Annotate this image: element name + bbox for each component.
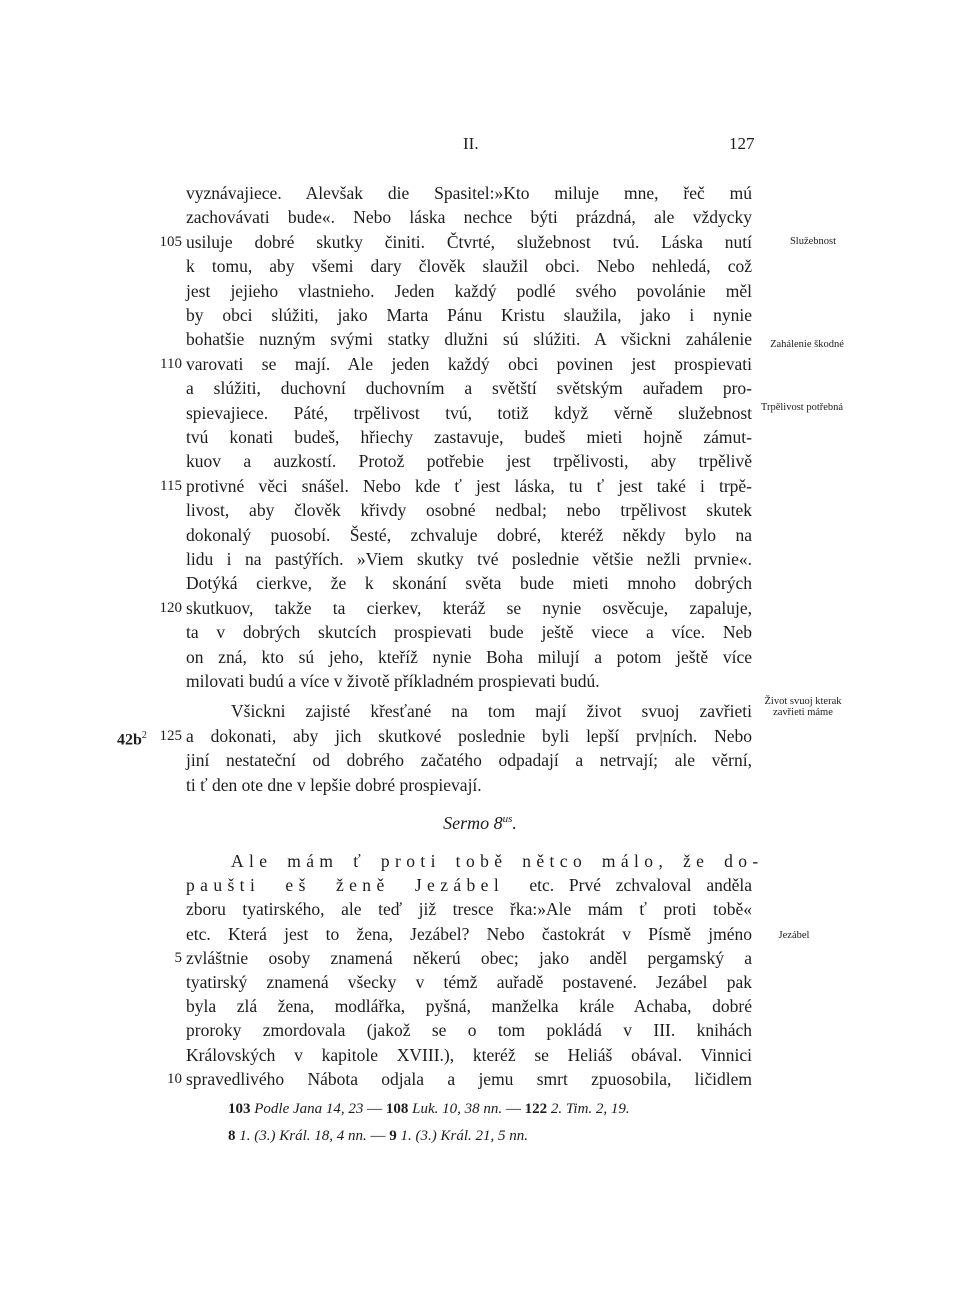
page-number: 127 (729, 134, 755, 153)
text-line: ti ť den ote dne v lepšie dobré prospievají. (186, 774, 482, 795)
line-number: 115 (160, 477, 182, 494)
section-heading-title: Sermo 8 (443, 813, 503, 833)
text-line: Dotýká cierkve, že k skonání světa bude mieti mnoho dobrých (186, 573, 752, 594)
text-line: dokonalý puosobí. Šesté, zchvaluje dobré, kteréž někdy bylo na (186, 524, 752, 545)
text-line: spravedlivého Nábota odjala a jemu smrt zpuosobila, ličidlem (186, 1068, 752, 1089)
footnote-citation: 1. (3.) Král. 21, 5 nn. (396, 1128, 528, 1144)
footnote-citation: 1. (3.) Král. 18, 4 nn. (235, 1128, 371, 1144)
footnote-separator: — (505, 1101, 525, 1117)
section-heading-dot: . (512, 813, 517, 833)
text-line: proroky zmordovala (jakož se o tom pokládá v III. knihách (186, 1020, 752, 1041)
text-line: zachovávati bude«. Nebo láska nechce býti prázdná, ale vždycky (186, 207, 752, 228)
spaced-text: paušti eš ženě Jezábel (186, 875, 530, 896)
text-line: etc. Která jest to žena, Jezábel? Nebo častokrát v Písmě jméno (186, 923, 752, 944)
text-line: k tomu, aby všemi dary člověk slaužil obci. Nebo nehledá, což (186, 256, 752, 277)
line-number: 110 (160, 355, 182, 372)
footnote-line (228, 1097, 788, 1121)
text-line: byla zlá žena, modlářka, pyšná, manželka krále Achaba, dobré (186, 996, 752, 1017)
text-line: zboru tyatirského, ale teď již tresce řka:»Ale mám ť proti tobě« (186, 899, 752, 920)
margin-note: Trpělivost potřebná (760, 402, 844, 413)
margin-note: Jezábel (778, 930, 810, 941)
line-number: 120 (159, 599, 182, 616)
margin-note: Zahálenie škodné (770, 339, 844, 350)
margin-note: Služebnost (789, 236, 837, 247)
line-number: 125 (159, 727, 182, 744)
text-line: kuov a auzkostí. Protož potřebie jest trpělivosti, aby trpělivě (186, 451, 752, 472)
margin-note: Život svuoj kterak zavřieti máme (764, 696, 842, 718)
footnote-ref: 122 (524, 1101, 548, 1117)
text-line: by obci slúžiti, jako Marta Pánu Kristu slaužila, jako i nynie (186, 305, 752, 325)
text-line: jest jejieho vlastnieho. Jeden každý podlé svého povolánie měl (186, 280, 752, 301)
footnote-ref: 9 (389, 1128, 397, 1144)
text-line: milovati budú a více v životě příkladném prospievati budú. (186, 671, 600, 691)
text-line: Královských v kapitole XVIII.), kteréž se Heliáš obával. Vinnici (186, 1044, 752, 1065)
text-rest: etc. Prvé zchvaloval anděla (529, 875, 753, 896)
footnote-line (228, 1124, 788, 1148)
text-line: spievajiece. Páté, trpělivost tvú, totiž když věrně služebnost (186, 402, 752, 423)
running-header-chapter: II. (463, 134, 479, 153)
footnote-citation: Podle Jana 14, 23 (250, 1101, 368, 1117)
text-line: skutkuov, takže ta cierkev, kteráž se nynie osvěcuje, zapaluje, (186, 597, 752, 618)
text-line: usiluje dobré skutky činiti. Čtvrté, služebnost tvú. Láska nutí (186, 231, 752, 252)
text-line: livost, aby člověk křivdy osobné nedbal; nebo trpělivost skutek (186, 500, 752, 521)
footnote-ref: 103 (228, 1101, 251, 1117)
line-number: 5 (174, 949, 182, 966)
text-line: on zná, kto sú jeho, kteříž nynie Boha milují a potom ještě více (186, 646, 752, 667)
footnote-ref: 108 (385, 1101, 409, 1117)
footnote-separator: — (370, 1128, 390, 1144)
folio-mark-sup: 2 (141, 729, 147, 741)
text-line: a slúžiti, duchovní duchovním a světští světským auřadem pro- (186, 378, 752, 399)
text-line: Všickni zajisté křesťané na tom mají život svuoj zavřieti (231, 701, 752, 722)
text-line: bohatšie nuzným svými statky dlužni sú slúžiti. A všickni zahálenie (186, 329, 752, 350)
footnote-citation: 2. Tim. 2, 19. (547, 1101, 630, 1117)
footnote-ref: 8 (228, 1128, 236, 1144)
section-heading (0, 813, 960, 834)
footnote-citation: Luk. 10, 38 nn. (408, 1101, 506, 1117)
text-line: lidu i na pastýřích. »Viem skutky tvé poslednie většie nežli prvnie«. (186, 549, 752, 569)
text-line: jiní nestateční od dobrého začatého odpadají a netrvají; ale věrní, (186, 750, 752, 771)
text-line: tyatirský znamená všecky v témž auřadě postavené. Jezábel pak (186, 972, 752, 992)
section-heading-sup: us (502, 813, 513, 825)
text-line: varovati se mají. Ale jeden každý obci povinen jest prospievati (186, 353, 752, 374)
footnote-separator: — (367, 1101, 386, 1117)
line-number: 10 (167, 1070, 182, 1087)
text-line: protivné věci snášel. Nebo kde ť jest láska, tu ť jest také i trpě- (186, 475, 752, 496)
text-line: a dokonati, aby jich skutkové poslednie byli lepší prv|ních. Nebo (186, 725, 752, 746)
text-line: vyznávajiece. Alevšak die Spasitel:»Kto miluje mne, řeč mú (186, 183, 752, 203)
folio-mark: $42b^2$ (117, 729, 147, 749)
line-number: 105 (159, 233, 182, 250)
text-line: Ale mám ť proti tobě nětco málo, že do- (231, 851, 764, 871)
text-line: ta v dobrých skutcích prospievati bude ještě viece a více. Neb (186, 622, 752, 643)
text-line (186, 873, 752, 897)
text-line: zvláštnie osoby znamená někerú obec; jako anděl pergamský a (186, 947, 752, 968)
text-line: tvú konati budeš, hřiechy zastavuje, budeš mieti hojně zámut- (186, 427, 752, 447)
